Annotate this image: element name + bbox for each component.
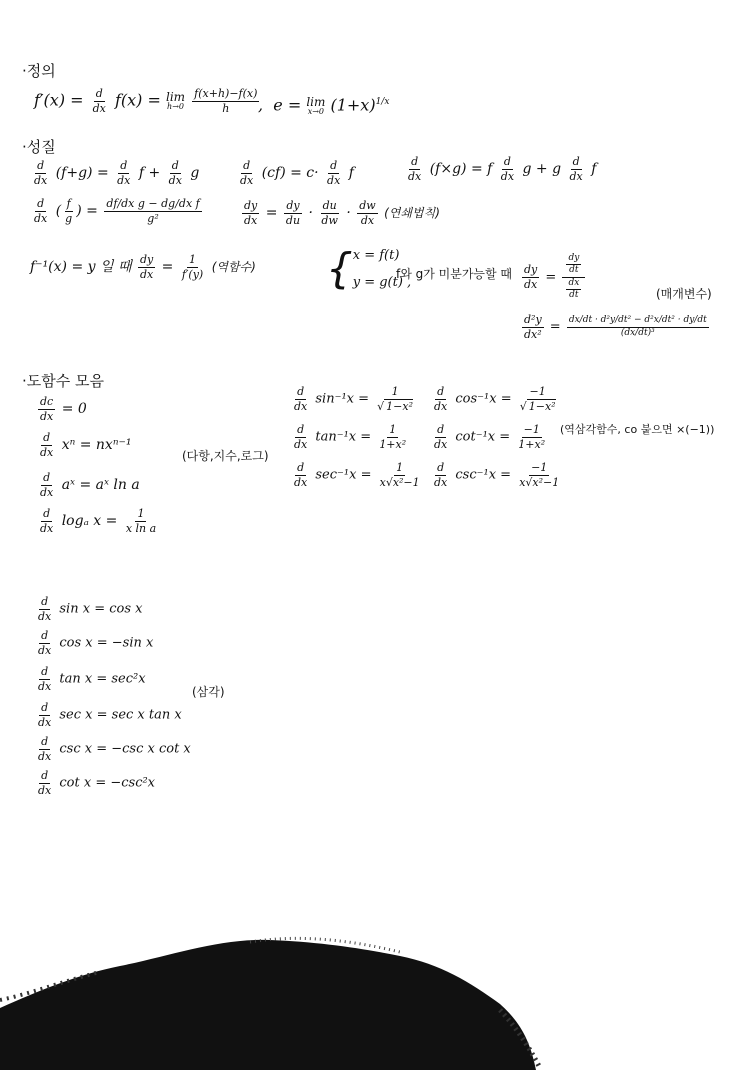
section-heading-definition: ·정의 xyxy=(22,62,56,80)
tan-derivative: $\frac{d}{dx}$ tan x = sec²x xyxy=(38,665,146,693)
cot-derivative: $\frac{d}{dx}$ cot x = −csc²x xyxy=(38,769,156,797)
trig-label: (삼각) xyxy=(192,685,225,699)
arcsec-derivative: $\frac{d}{dx}$ sec⁻¹x = $\frac{1}{\text{x√x²−1}}$ xyxy=(294,461,420,489)
parametric-rule: { x = f(t) y = g(t) , xyxy=(326,244,412,293)
arcsin-derivative: $\frac{d}{dx}$ sin⁻¹x = $\frac{1}{\text{√ 1−x²}}$ xyxy=(294,385,414,413)
parametric-condition: f와 g가 미분가능할 때 xyxy=(396,267,513,281)
quotient-rule: $\frac{d}{dx}$ ( $\frac{f}{g}$ ) = $\frac{\text{df/dx g − dg/dx f}}{\text{g²}}$ xyxy=(34,197,200,225)
poly-exp-log-label: (다항,지수,로그) xyxy=(182,449,269,463)
section-heading-formulas: ·도함수 모음 xyxy=(22,372,104,390)
inverse-trig-label: (역삼각함수, co 붙으면 ×(−1)) xyxy=(560,423,715,436)
arctan-derivative: $\frac{d}{dx}$ tan⁻¹x = $\frac{1}{\text{1+x²}}$ xyxy=(294,423,407,451)
derivative-definition: f′(x) = $\frac{d}{dx}$ f(x) = lim h→0 $\frac{f(x+h)-f(x)}{h}$ xyxy=(34,87,258,115)
power-derivative: $\frac{d}{dx}$ xⁿ = nxⁿ⁻¹ xyxy=(40,431,132,459)
csc-derivative: $\frac{d}{dx}$ csc x = −csc x cot x xyxy=(38,735,191,763)
constant-derivative: $\frac{dc}{dx}$ = 0 xyxy=(40,395,87,423)
ink-stain xyxy=(0,930,750,1070)
log-derivative: $\frac{d}{dx}$ logₐ x = $\frac{1}{\text{x ln a}}$ xyxy=(40,507,157,535)
inverse-function-rule: f⁻¹(x) = y 일 때 $\frac{dy}{dx}$ = $\frac{1}{f'(y)}$ (역함수) xyxy=(30,253,256,281)
sum-rule: $\frac{d}{dx}$ (f+g) = $\frac{d}{dx}$ f + $\frac{d}{dx}$ g xyxy=(34,159,200,187)
arccos-derivative: $\frac{d}{dx}$ cos⁻¹x = $\frac{-1}{\text{√ 1−x²}}$ xyxy=(434,385,556,413)
chain-rule: $\frac{dy}{dx}$ = $\frac{dy}{du}$ · $\frac{du}{dw}$ · $\frac{dw}{dx}$ (연쇄법칙) xyxy=(244,199,440,227)
product-rule: $\frac{d}{dx}$ (f×g) = f $\frac{d}{dx}$ g + g $\frac{d}{dx}$ f xyxy=(408,155,597,183)
cos-derivative: $\frac{d}{dx}$ cos x = −sin x xyxy=(38,629,154,657)
sin-derivative: $\frac{d}{dx}$ sin x = cos x xyxy=(38,595,143,623)
arccsc-derivative: $\frac{d}{dx}$ csc⁻¹x = $\frac{-1}{\text{x√x²−1}}$ xyxy=(434,461,560,489)
section-heading-properties: ·성질 xyxy=(22,138,56,156)
second-derivative-parametric: $\frac{\text{d²y}}{\text{dx²}}$ = $\frac{\text{dx/dt · d²y/dt² − d²x/dt² · dy/dt}}{\text{(dx/dt)³}}$ xyxy=(524,313,707,341)
parametric-derivative: $\frac{dy}{dx}$ = $\frac{\frac{dy}{dt}}{\frac{dx}{dt}}$ xyxy=(520,254,587,301)
parametric-label: (매개변수) xyxy=(656,287,712,301)
sec-derivative: $\frac{d}{dx}$ sec x = sec x tan x xyxy=(38,701,182,729)
constant-rule: $\frac{d}{dx}$ (cf) = c· $\frac{d}{dx}$ f xyxy=(240,159,354,187)
arccot-derivative: $\frac{d}{dx}$ cot⁻¹x = $\frac{-1}{\text{1+x²}}$ xyxy=(434,423,546,451)
e-definition: , e = lim x→0 $(1+x)^{1/x}$ xyxy=(258,95,390,116)
exponential-derivative: $\frac{d}{dx}$ aˣ = aˣ ln a xyxy=(40,471,140,499)
